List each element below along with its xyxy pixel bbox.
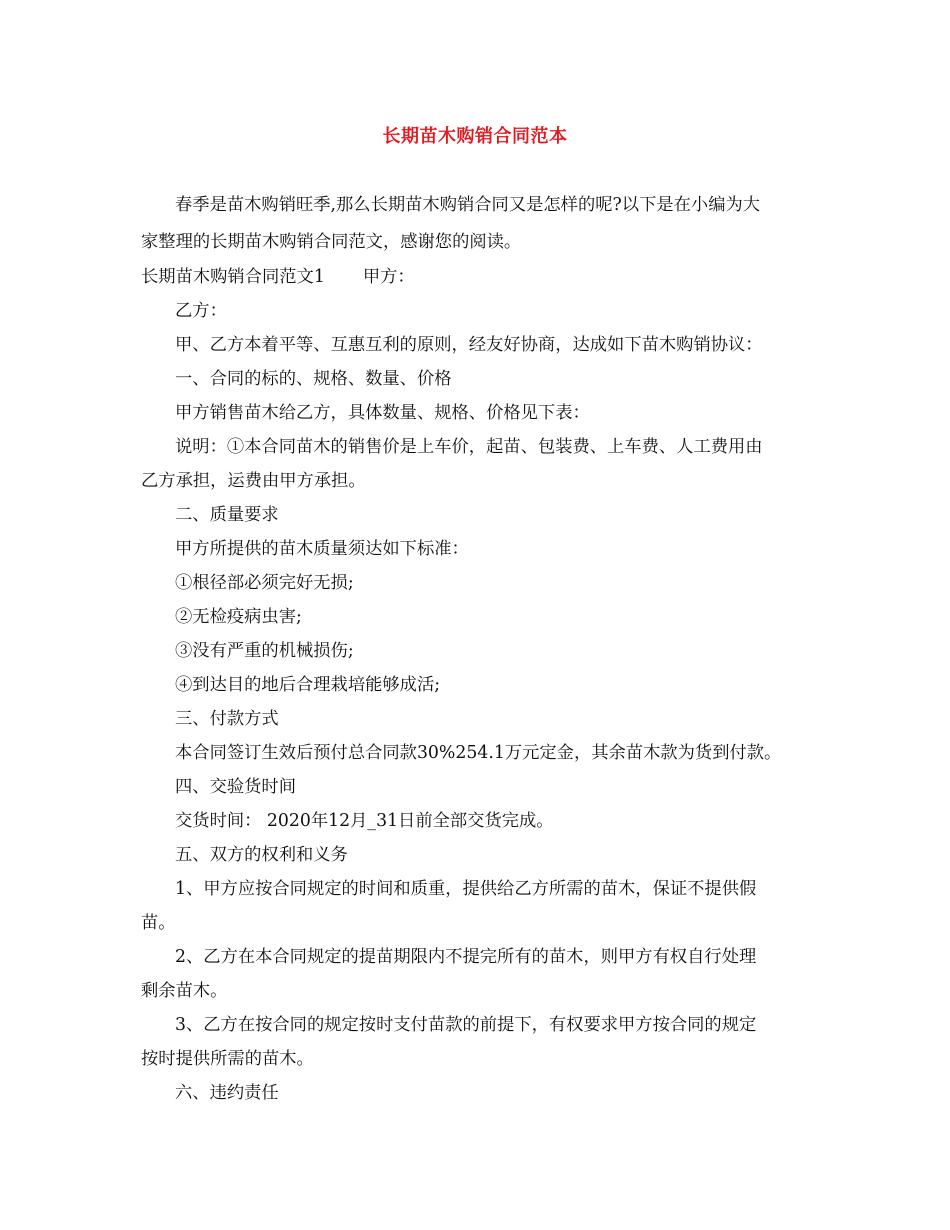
party-b-label: 乙方： bbox=[175, 301, 227, 321]
section-5-item-1-line-2: 苗。 bbox=[141, 913, 176, 933]
section-5-heading: 五、双方的权利和义务 bbox=[175, 845, 348, 865]
quality-item: ②无检疫病虫害; bbox=[175, 607, 302, 627]
quality-item: ④到达目的地后合理栽培能够成活; bbox=[175, 675, 441, 695]
section-3-heading: 三、付款方式 bbox=[175, 709, 279, 729]
quality-item: ①根径部必须完好无损; bbox=[175, 573, 354, 593]
section-5-item-3-line-1: 3、乙方在按合同的规定按时支付苗款的前提下，有权要求甲方按合同的规定 bbox=[175, 1015, 757, 1035]
quality-item: ③没有严重的机械损伤; bbox=[175, 641, 354, 661]
intro-line-2: 家整理的长期苗木购销合同范文，感谢您的阅读。 bbox=[141, 232, 522, 252]
section-4-paragraph: 交货时间： 2020年12月_31日前全部交货完成。 bbox=[175, 811, 554, 831]
section-2-paragraph: 甲方所提供的苗木质量须达如下标准： bbox=[175, 539, 469, 559]
section-5-item-2-line-1: 2、乙方在本合同规定的提苗期限内不提完所有的苗木，则甲方有权自行处理 bbox=[175, 947, 757, 967]
section-5-item-3-line-2: 按时提供所需的苗木。 bbox=[141, 1049, 314, 1069]
document-title: 长期苗木购销合同范本 bbox=[382, 126, 568, 147]
section-1-note-line-1: 说明：①本合同苗木的销售价是上车价，起苗、包装费、上车费、人工费用由 bbox=[175, 437, 763, 457]
subheading-row bbox=[141, 264, 821, 290]
intro-line-1: 春季是苗木购销旺季,那么长期苗木购销合同又是怎样的呢?以下是在小编为大 bbox=[175, 195, 761, 215]
section-4-heading: 四、交验货时间 bbox=[175, 777, 296, 797]
section-1-note-line-2: 乙方承担，运费由甲方承担。 bbox=[141, 471, 366, 491]
section-2-heading: 二、质量要求 bbox=[175, 505, 279, 525]
section-1-heading: 一、合同的标的、规格、数量、价格 bbox=[175, 369, 452, 389]
section-5-item-1-line-1: 1、甲方应按合同规定的时间和质重，提供给乙方所需的苗木，保证不提供假 bbox=[175, 879, 757, 899]
party-a-label: 甲方： bbox=[362, 267, 415, 287]
section-3-paragraph: 本合同签订生效后预付总合同款30%254.1万元定金，其余苗木款为货到付款。 bbox=[175, 743, 782, 763]
subheading: 长期苗木购销合同范文1 bbox=[141, 267, 325, 287]
principle-paragraph: 甲、乙方本着平等、互惠互利的原则，经友好协商，达成如下苗木购销协议： bbox=[175, 335, 763, 355]
section-6-heading: 六、违约责任 bbox=[175, 1083, 279, 1103]
section-5-item-2-line-2: 剩余苗木。 bbox=[141, 981, 228, 1001]
section-1-paragraph: 甲方销售苗木给乙方，具体数量、规格、价格见下表： bbox=[175, 403, 590, 423]
